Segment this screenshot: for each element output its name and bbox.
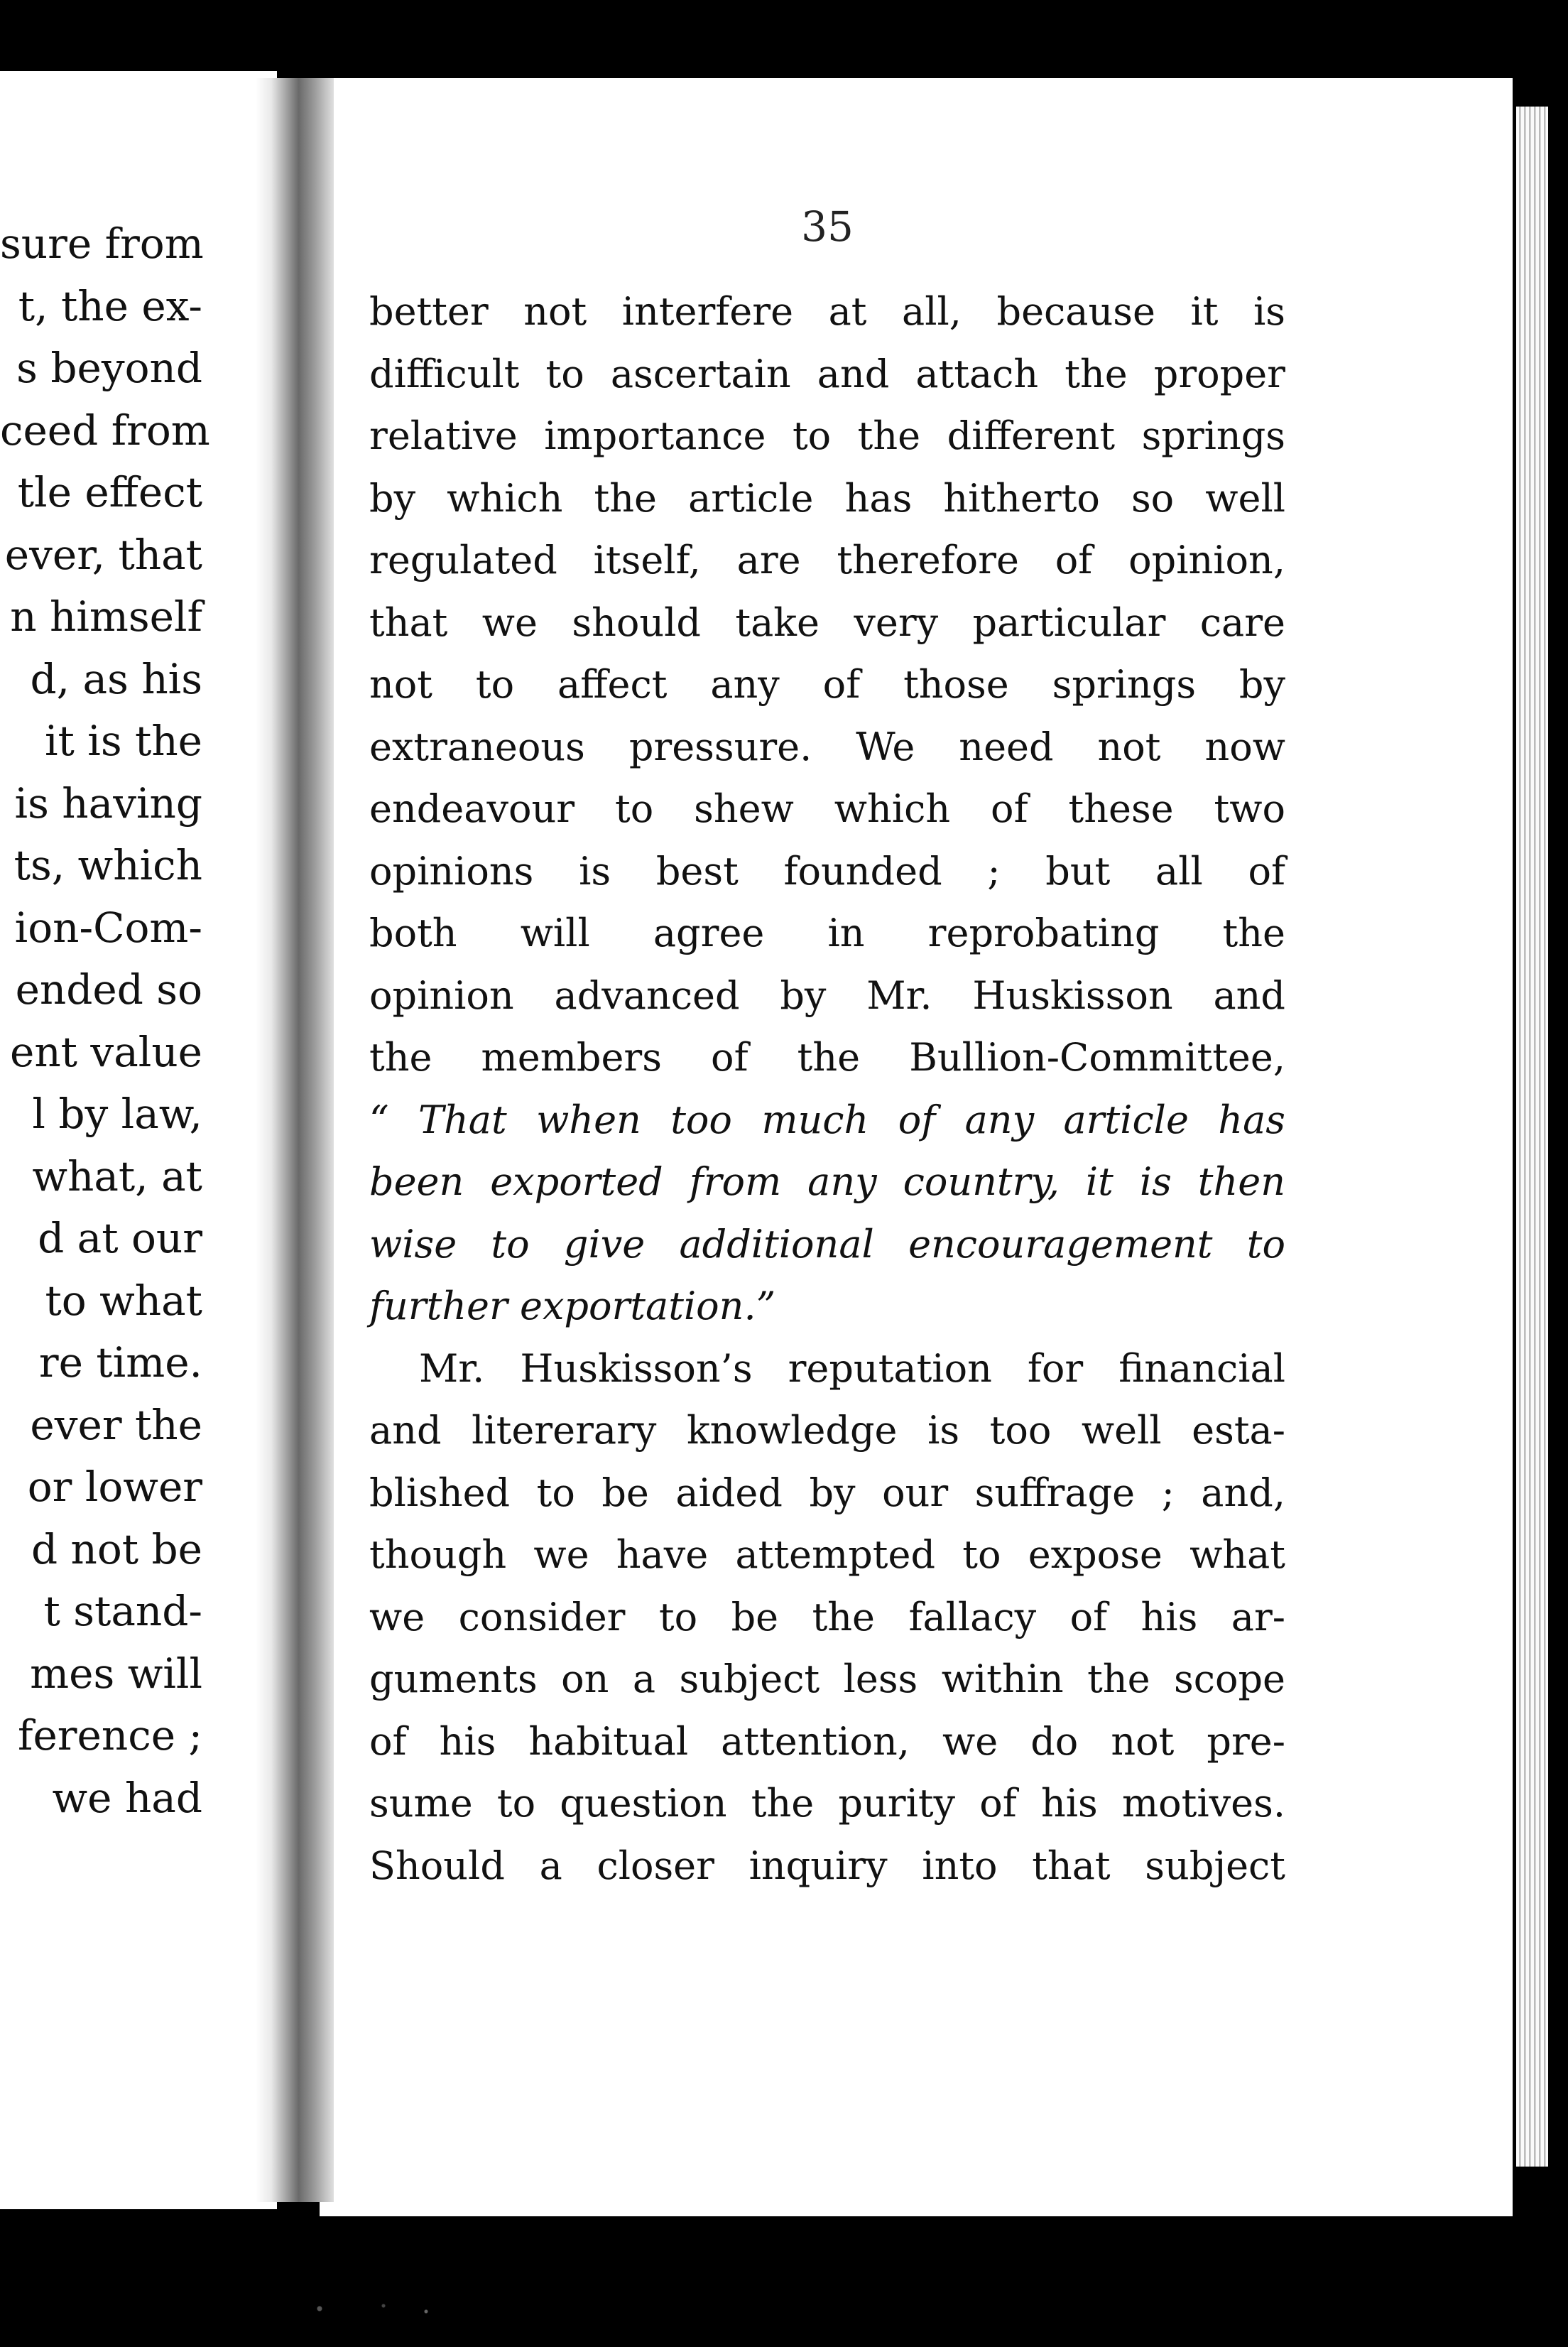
text-line: Mr. Huskisson’s reputation for financial	[419, 1345, 1285, 1391]
text-line: though we have attempted to expose what	[369, 1532, 1285, 1577]
text-line: tle effect	[17, 468, 202, 516]
text-line: by which the article has hitherto so well	[369, 475, 1285, 521]
text-line: ended so	[15, 965, 202, 1014]
text-line: opinions is best founded ; but all of	[369, 848, 1285, 894]
text-line: of his habitual attention, we do not pre-	[369, 1718, 1285, 1764]
text-line: ts, which	[13, 841, 202, 889]
text-line: difficult to ascertain and attach the proper	[369, 351, 1285, 396]
text-line: n himself	[10, 592, 202, 641]
text-line: t, the ex-	[18, 281, 202, 330]
text-line: the members of the Bullion-Committee,	[369, 1035, 1285, 1080]
text-line: ever, that	[4, 530, 202, 579]
text-line: blished to be aided by our suffrage ; and,	[369, 1470, 1285, 1515]
text-line: to what	[45, 1276, 202, 1325]
text-line: re time.	[38, 1338, 202, 1387]
text-line: ion-Com-	[14, 903, 202, 952]
text-line: ent value	[10, 1027, 202, 1076]
text-line: s beyond	[16, 344, 202, 392]
page-body-text	[369, 281, 1285, 1897]
previous-page-text	[0, 213, 210, 1829]
text-line: is having	[14, 779, 202, 828]
scan-dust	[256, 2294, 469, 2323]
text-line: mes will	[30, 1649, 202, 1698]
text-line: d at our	[38, 1214, 202, 1262]
text-line: not to affect any of those springs by	[369, 662, 1285, 707]
text-line: opinion advanced by Mr. Huskisson and	[369, 972, 1285, 1018]
text-line: better not interfere at all, because it is	[369, 289, 1285, 334]
quote-line: further exportation.”	[369, 1284, 776, 1328]
text-line: we consider to be the fallacy of his ar-	[369, 1594, 1285, 1639]
text-line: both will agree in reprobating the	[369, 911, 1285, 955]
text-line: ever the	[30, 1400, 202, 1449]
text-line: ference ;	[18, 1711, 202, 1760]
text-line: and litererary knowledge is too well esta-	[369, 1408, 1285, 1453]
text-line: or lower	[27, 1463, 202, 1511]
quote-line: wise to give additional encouragement to	[369, 1221, 1285, 1267]
text-line: regulated itself, are therefore of opinion,	[369, 538, 1285, 582]
text-line: Should a closer inquiry into that subject	[369, 1843, 1285, 1888]
text-line: endeavour to shew which of these two	[369, 786, 1285, 831]
text-line: l by law,	[32, 1090, 202, 1138]
quote-line: been exported from any country, it is then	[369, 1159, 1285, 1204]
text-line: extraneous pressure. We need not now	[369, 724, 1285, 769]
text-line: that we should take very particular care	[369, 600, 1285, 645]
binding-gutter	[256, 78, 334, 2202]
text-line: we had	[52, 1773, 202, 1822]
text-line: guments on a subject less within the scope	[369, 1657, 1285, 1701]
text-line: t stand-	[43, 1587, 202, 1635]
text-line: what, at	[32, 1151, 202, 1200]
text-line: d not be	[31, 1524, 202, 1573]
text-line: ceed from	[0, 406, 210, 455]
page-number: 35	[801, 202, 854, 251]
text-line: d, as his	[30, 654, 202, 703]
page-edges	[1516, 107, 1548, 2167]
text-line: sure from	[0, 219, 204, 268]
text-line: relative importance to the different springs	[369, 413, 1285, 458]
text-line: sume to question the purity of his motives.	[369, 1781, 1285, 1826]
quote-line: “ That when too much of any article has	[369, 1097, 1285, 1142]
text-line: it is the	[44, 717, 202, 765]
